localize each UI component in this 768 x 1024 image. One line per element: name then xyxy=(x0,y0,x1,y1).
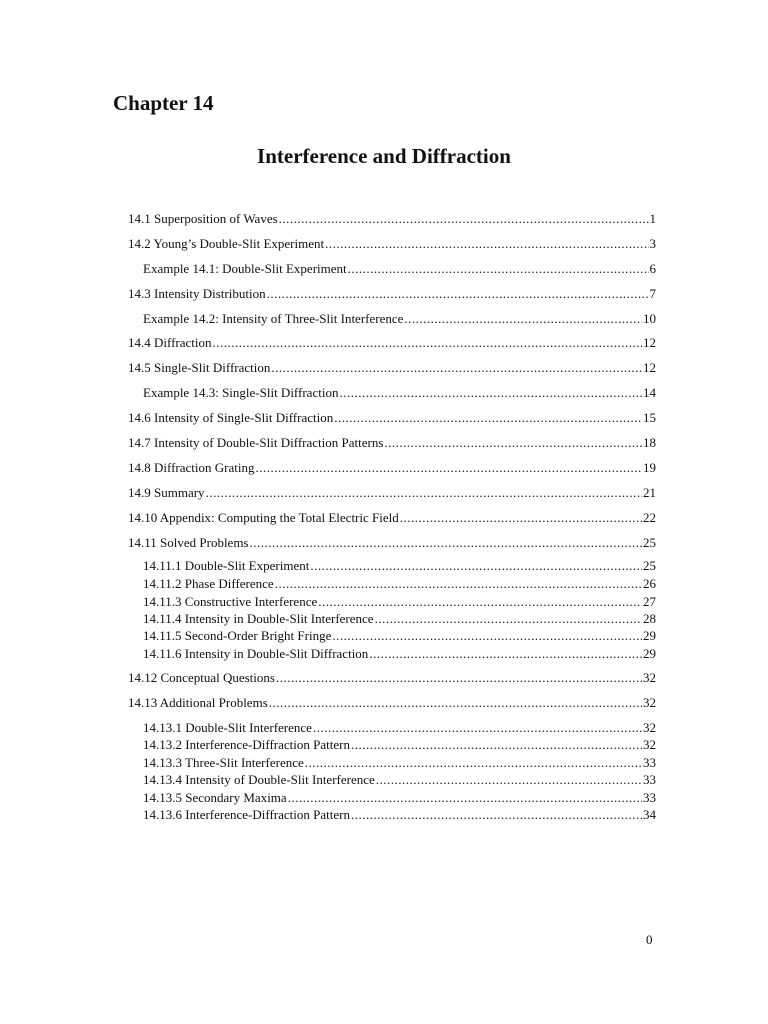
toc-leader-dots xyxy=(305,755,642,771)
toc-entry-label: 14.11.1 Double-Slit Experiment xyxy=(143,558,310,573)
toc-entry[interactable] xyxy=(128,236,656,252)
toc-entry[interactable] xyxy=(143,558,656,574)
toc-entry-label: 14.4 Diffraction xyxy=(128,335,212,350)
toc-entry[interactable] xyxy=(143,720,656,736)
toc-entry[interactable] xyxy=(128,360,656,376)
toc-entry-label: 14.12 Conceptual Questions xyxy=(128,670,275,685)
toc-entry[interactable] xyxy=(143,628,656,644)
toc-entry-label: 14.10 Appendix: Computing the Total Electric Field xyxy=(128,510,399,525)
page-title: Interference and Diffraction xyxy=(257,144,511,168)
toc-entry-page: 22 xyxy=(643,510,656,525)
toc-leader-dots xyxy=(213,335,642,351)
toc-entry-label: 14.3 Intensity Distribution xyxy=(128,286,266,301)
toc-entry-label: 14.11.2 Phase Difference xyxy=(143,576,274,591)
toc-leader-dots xyxy=(332,628,642,644)
toc-leader-dots xyxy=(334,410,642,426)
toc-entry-label: 14.5 Single-Slit Diffraction xyxy=(128,360,271,375)
toc-entry-label: 14.13 Additional Problems xyxy=(128,695,268,710)
toc-entry[interactable] xyxy=(143,261,656,277)
toc-entry-page: 14 xyxy=(643,385,656,400)
toc-entry-page: 12 xyxy=(643,360,656,375)
toc-leader-dots xyxy=(275,576,642,592)
toc-entry-page: 6 xyxy=(649,261,656,276)
toc-entry-label: 14.1 Superposition of Waves xyxy=(128,211,278,226)
toc-leader-dots xyxy=(348,261,649,277)
toc-entry-label: 14.11.4 Intensity in Double-Slit Interference xyxy=(143,611,374,626)
toc-entry-page: 29 xyxy=(643,646,656,661)
toc-entry-label: 14.11 Solved Problems xyxy=(128,535,249,550)
toc-leader-dots xyxy=(339,385,642,401)
toc-entry-page: 32 xyxy=(643,720,656,735)
toc-entry-page: 19 xyxy=(643,460,656,475)
toc-entry[interactable] xyxy=(143,807,656,823)
toc-entry[interactable] xyxy=(128,535,656,551)
toc-leader-dots xyxy=(288,790,642,806)
toc-entry[interactable] xyxy=(128,510,656,526)
toc-entry-label: Example 14.2: Intensity of Three-Slit Interference xyxy=(143,311,404,326)
toc-leader-dots xyxy=(404,311,642,327)
toc-entry[interactable] xyxy=(143,385,656,401)
toc-entry-page: 33 xyxy=(643,790,656,805)
toc-entry-page: 18 xyxy=(643,435,656,450)
toc-entry-page: 34 xyxy=(643,807,656,822)
toc-entry-label: 14.11.3 Constructive Interference xyxy=(143,594,318,609)
toc-entry[interactable] xyxy=(128,286,656,302)
toc-leader-dots xyxy=(351,737,642,753)
toc-entry-label: 14.13.5 Secondary Maxima xyxy=(143,790,287,805)
toc-entry-page: 12 xyxy=(643,335,656,350)
toc-leader-dots xyxy=(279,211,649,227)
toc-entry-label: 14.11.6 Intensity in Double-Slit Diffraction xyxy=(143,646,369,661)
toc-entry[interactable] xyxy=(128,410,656,426)
toc-leader-dots xyxy=(369,646,642,662)
toc-leader-dots xyxy=(384,435,642,451)
toc-leader-dots xyxy=(250,535,643,551)
toc-entry-page: 32 xyxy=(643,737,656,752)
toc-entry[interactable] xyxy=(128,670,656,686)
toc-leader-dots xyxy=(313,720,642,736)
toc-entry-label: Example 14.3: Single-Slit Diffraction xyxy=(143,385,339,400)
toc-leader-dots xyxy=(375,611,642,627)
toc-entry[interactable] xyxy=(143,576,656,592)
toc-entry-page: 29 xyxy=(643,628,656,643)
toc-entry-label: 14.13.1 Double-Slit Interference xyxy=(143,720,312,735)
toc-entry-label: Example 14.1: Double-Slit Experiment xyxy=(143,261,347,276)
toc-entry-page: 15 xyxy=(643,410,656,425)
toc-entry[interactable] xyxy=(143,790,656,806)
toc-leader-dots xyxy=(318,594,642,610)
toc-entry[interactable] xyxy=(143,772,656,788)
toc-entry-page: 28 xyxy=(643,611,656,626)
toc-entry-page: 33 xyxy=(643,755,656,770)
toc-entry-page: 1 xyxy=(649,211,656,226)
toc-entry[interactable] xyxy=(143,646,656,662)
toc-entry-page: 25 xyxy=(643,558,656,573)
toc-leader-dots xyxy=(255,460,642,476)
toc-entry[interactable] xyxy=(128,211,656,227)
toc-entry-page: 3 xyxy=(649,236,656,251)
toc-entry-label: 14.6 Intensity of Single-Slit Diffraction xyxy=(128,410,334,425)
toc-entry-label: 14.2 Young’s Double-Slit Experiment xyxy=(128,236,325,251)
toc-entry[interactable] xyxy=(143,737,656,753)
toc-entry-page: 7 xyxy=(649,286,656,301)
toc-entry[interactable] xyxy=(128,695,656,711)
toc-entry-page: 21 xyxy=(643,485,656,500)
page-number: 0 xyxy=(646,932,653,947)
toc-leader-dots xyxy=(269,695,642,711)
toc-leader-dots xyxy=(271,360,642,376)
toc-entry[interactable] xyxy=(128,485,656,501)
toc-entry-label: 14.9 Summary xyxy=(128,485,205,500)
toc-entry-page: 27 xyxy=(643,594,656,609)
toc-entry[interactable] xyxy=(128,460,656,476)
toc-entry-page: 32 xyxy=(643,670,656,685)
chapter-heading: Chapter 14 xyxy=(113,91,214,115)
toc-entry-page: 10 xyxy=(643,311,656,326)
toc-leader-dots xyxy=(310,558,642,574)
toc-leader-dots xyxy=(206,485,642,501)
toc-entry[interactable] xyxy=(128,335,656,351)
toc-leader-dots xyxy=(267,286,649,302)
toc-entry-page: 32 xyxy=(643,695,656,710)
toc-leader-dots xyxy=(351,807,642,823)
toc-entry-label: 14.8 Diffraction Grating xyxy=(128,460,255,475)
toc-entry[interactable] xyxy=(143,311,656,327)
toc-entry-page: 26 xyxy=(643,576,656,591)
toc-entry[interactable] xyxy=(143,594,656,610)
toc-entry-page: 25 xyxy=(643,535,656,550)
toc-leader-dots xyxy=(325,236,648,252)
toc-entry[interactable] xyxy=(143,611,656,627)
toc-leader-dots xyxy=(376,772,642,788)
toc-entry-label: 14.7 Intensity of Double-Slit Diffraction Patterns xyxy=(128,435,384,450)
toc-entry-label: 14.13.2 Interference-Diffraction Pattern xyxy=(143,737,350,752)
toc-entry-label: 14.13.3 Three-Slit Interference xyxy=(143,755,304,770)
toc-leader-dots xyxy=(400,510,642,526)
toc-entry-label: 14.13.6 Interference-Diffraction Pattern xyxy=(143,807,350,822)
toc-entry-label: 14.13.4 Intensity of Double-Slit Interference xyxy=(143,772,375,787)
toc-entry-page: 33 xyxy=(643,772,656,787)
toc-entry[interactable] xyxy=(143,755,656,771)
toc-entry-label: 14.11.5 Second-Order Bright Fringe xyxy=(143,628,332,643)
toc-leader-dots xyxy=(276,670,642,686)
toc-entry[interactable] xyxy=(128,435,656,451)
